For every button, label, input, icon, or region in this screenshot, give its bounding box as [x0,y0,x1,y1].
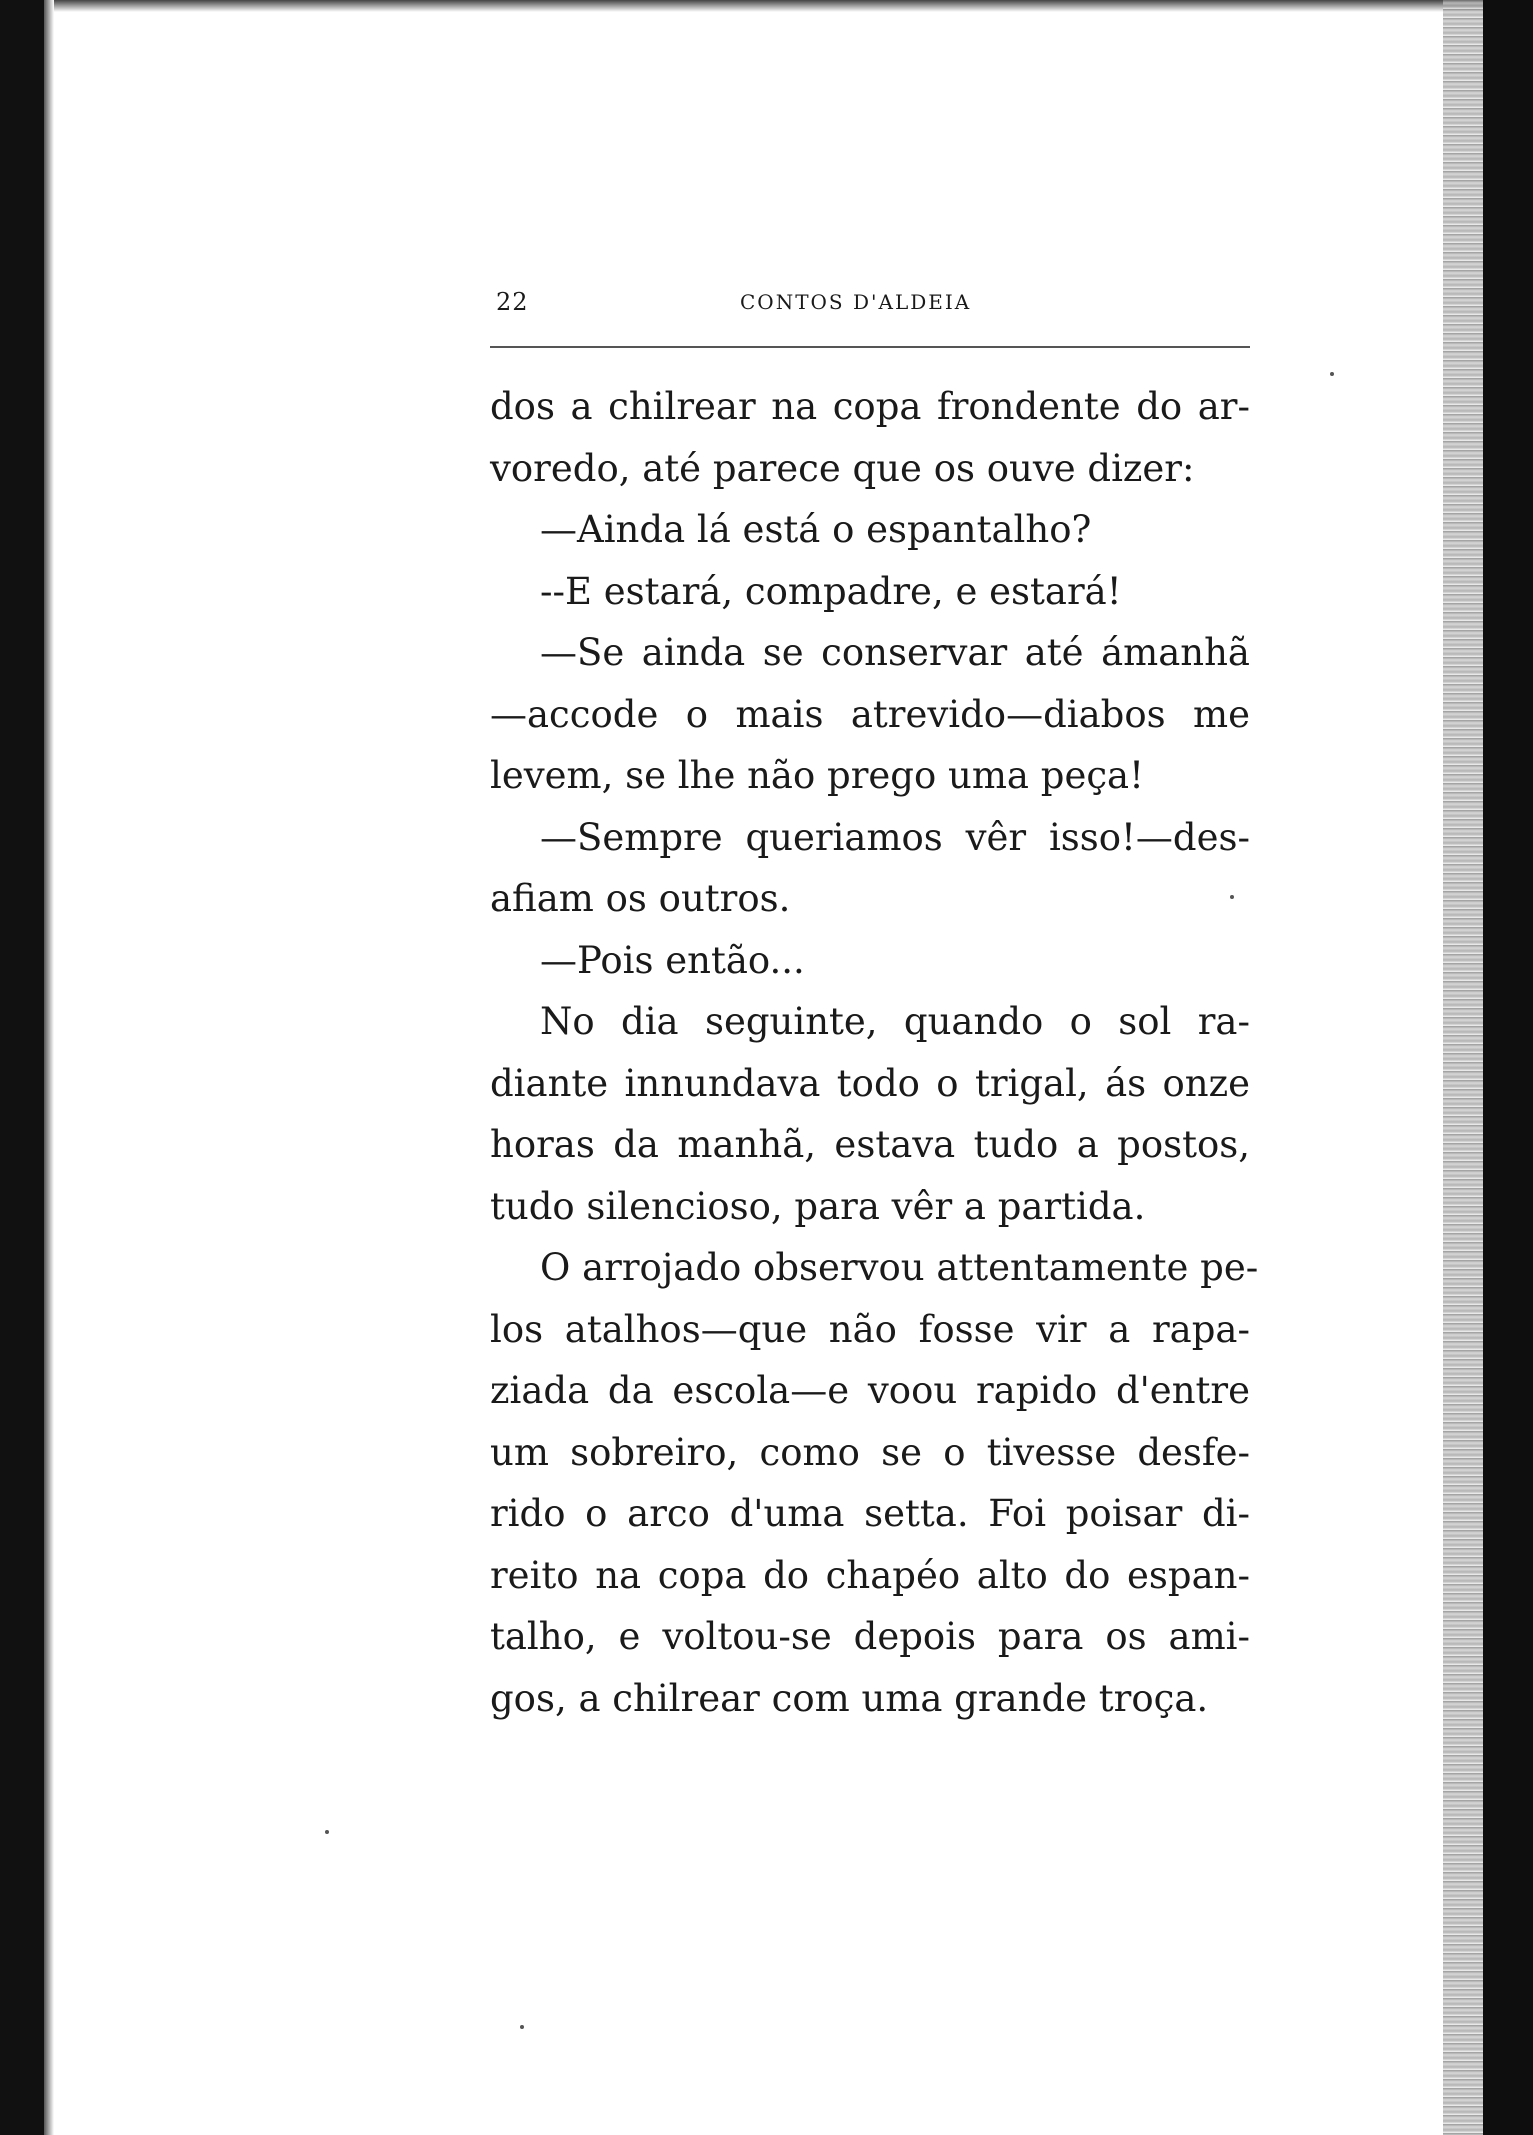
text-line: —Ainda lá está o espantalho? [540,508,1092,551]
page-number: 22 [496,288,529,316]
scan-speck [325,1830,329,1834]
text-line: talho, e voltou-se depois para os ami- [490,1615,1250,1658]
text-line: ziada da escola—e voou rapido d'entre [490,1369,1250,1412]
text-line: --E estará, compadre, e estará! [540,569,1122,613]
text-line: —accode o mais atrevido—diabos me [490,692,1250,736]
text-line: reito na copa do chapéo alto do espan- [490,1553,1250,1597]
scan-edge-left [0,0,44,2135]
text-line: —Sempre queriamos vêr isso!—des- [540,815,1250,859]
text-line: dos a chilrear na copa frondente do ar- [490,385,1250,428]
text-line: horas da manhã, estava tudo a postos, [490,1123,1250,1166]
scan-speck [520,2025,524,2029]
text-line: gos, a chilrear com uma grande troça. [490,1676,1209,1720]
text-body [490,376,1259,1729]
running-head: CONTOS D'ALDEIA [740,290,972,314]
text-line: levem, se lhe não prego uma peça! [490,754,1144,797]
scan-edge-top [0,0,1533,12]
text-line: rido o arco d'uma setta. Foi poisar di- [490,1492,1250,1535]
scan-edge-right-shadow [1443,0,1483,2135]
text-line: No dia seguinte, quando o sol ra- [540,1000,1250,1043]
text-line: O arrojado observou attentamente pe- [540,1246,1259,1289]
text-line: los atalhos—que não fosse vir a rapa- [490,1307,1250,1351]
scan-edge-left-shadow [44,0,54,2135]
text-line: diante innundava todo o trigal, ás onze [490,1061,1250,1105]
page-header [490,288,1260,328]
text-line: afiam os outros. [490,877,791,920]
scan-edge-right [1483,0,1533,2135]
text-line: tudo silencioso, para vêr a partida. [490,1184,1146,1228]
header-rule [490,346,1250,348]
text-line: —Pois então... [540,938,805,982]
scan-speck [1330,372,1334,376]
text-line: voredo, até parece que os ouve dizer: [490,446,1195,490]
text-line: um sobreiro, como se o tivesse desfe- [490,1430,1250,1474]
text-line: —Se ainda se conservar até ámanhã [540,631,1250,674]
